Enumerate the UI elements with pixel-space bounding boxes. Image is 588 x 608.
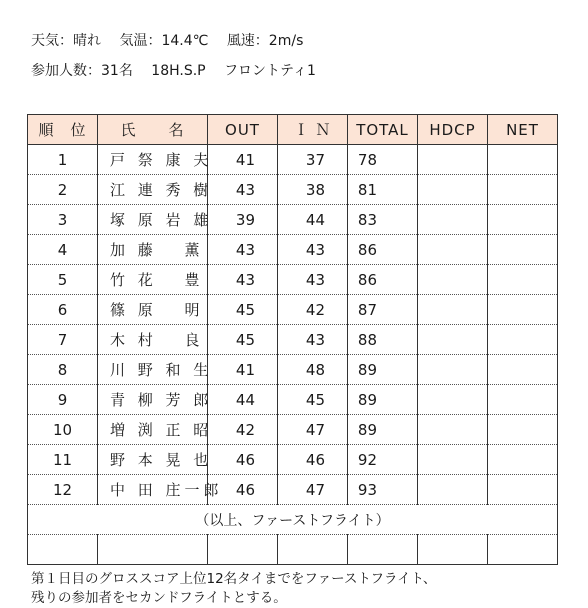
cell-total: 86 [348,265,418,295]
cell-rank: 1 [28,145,98,175]
cell-out: 39 [208,205,278,235]
cell-out: 45 [208,325,278,355]
cell-out: 45 [208,295,278,325]
cell-rank: 4 [28,235,98,265]
table-row [28,235,558,265]
col-header-hdcp: HDCP [418,115,488,145]
cell-net [488,205,558,235]
cell-hdcp [418,355,488,385]
cell-total: 89 [348,415,418,445]
course-text: 18H.S.P [151,63,206,79]
cell-total: 88 [348,325,418,355]
col-header-in: Ｉ Ｎ [278,115,348,145]
cell-in: 46 [278,445,348,475]
cell-in: 47 [278,415,348,445]
event-info-line [31,61,316,81]
col-header-out: OUT [208,115,278,145]
cell-total: 81 [348,175,418,205]
cell-total: 93 [348,475,418,505]
cell-total: 86 [348,235,418,265]
col-header-net: NET [488,115,558,145]
cell-rank: 6 [28,295,98,325]
flight-note-text: （以上、ファーストフライト） [28,505,558,535]
cell-name: 戸 祭 康 夫 [98,145,208,175]
cell-rank: 8 [28,355,98,385]
cell-hdcp [418,145,488,175]
cell-in: 43 [278,235,348,265]
cell-name: 竹 花 豊 [98,265,208,295]
cell-net [488,265,558,295]
cell-net [488,145,558,175]
table-row [28,175,558,205]
table-row [28,415,558,445]
footnote [31,570,436,608]
table-row [28,145,558,175]
blank-cell [98,535,208,565]
table-row [28,265,558,295]
cell-hdcp [418,385,488,415]
cell-in: 45 [278,385,348,415]
cell-in: 44 [278,205,348,235]
cell-name: 加 藤 薫 [98,235,208,265]
table-row [28,205,558,235]
cell-rank: 5 [28,265,98,295]
cell-hdcp [418,295,488,325]
cell-net [488,475,558,505]
cell-hdcp [418,205,488,235]
results-table [27,114,558,565]
cell-hdcp [418,175,488,205]
cell-name: 野 本 晃 也 [98,445,208,475]
table-row [28,475,558,505]
cell-hdcp [418,445,488,475]
cell-rank: 2 [28,175,98,205]
cell-rank: 12 [28,475,98,505]
cell-net [488,415,558,445]
tee-text: フロントティ1 [224,63,316,79]
cell-total: 87 [348,295,418,325]
table-row [28,355,558,385]
cell-out: 43 [208,235,278,265]
table-row [28,295,558,325]
cell-in: 37 [278,145,348,175]
cell-out: 41 [208,355,278,385]
table-row [28,385,558,415]
cell-total: 89 [348,355,418,385]
cell-in: 43 [278,265,348,295]
cell-net [488,445,558,475]
cell-name: 青 柳 芳 郎 [98,385,208,415]
cell-hdcp [418,475,488,505]
table-header-row [28,115,558,145]
cell-rank: 3 [28,205,98,235]
cell-hdcp [418,325,488,355]
cell-net [488,295,558,325]
cell-net [488,325,558,355]
cell-hdcp [418,235,488,265]
blank-cell [348,535,418,565]
table-row [28,325,558,355]
footnote-line-2: 残りの参加者をセカンドフライトとする。 [31,590,287,606]
cell-out: 46 [208,445,278,475]
cell-rank: 11 [28,445,98,475]
cell-net [488,385,558,415]
cell-total: 89 [348,385,418,415]
table-row [28,445,558,475]
cell-in: 42 [278,295,348,325]
cell-hdcp [418,265,488,295]
col-header-total: TOTAL [348,115,418,145]
cell-name: 木 村 良 [98,325,208,355]
cell-out: 46 [208,475,278,505]
participants-text: 参加人数：31名 [31,63,133,79]
cell-out: 44 [208,385,278,415]
cell-hdcp [418,415,488,445]
cell-in: 47 [278,475,348,505]
footnote-line-1: 第１日目のグロススコア上位12名タイまでをファーストフライト、 [31,571,437,587]
cell-total: 78 [348,145,418,175]
blank-cell [208,535,278,565]
cell-name: 増 渕 正 昭 [98,415,208,445]
cell-name: 中 田 庄一郎 [98,475,208,505]
blank-cell [488,535,558,565]
cell-net [488,235,558,265]
conditions-line [31,31,303,51]
col-header-name: 氏 名 [98,115,208,145]
temperature-text: 気温：14.4℃ [119,33,209,49]
cell-rank: 7 [28,325,98,355]
cell-out: 43 [208,265,278,295]
blank-cell [28,535,98,565]
cell-in: 43 [278,325,348,355]
cell-out: 43 [208,175,278,205]
weather-text: 天気：晴れ [31,33,101,49]
cell-name: 川 野 和 生 [98,355,208,385]
blank-row [28,535,558,565]
cell-total: 92 [348,445,418,475]
flight-note-row [28,505,558,535]
blank-cell [278,535,348,565]
cell-name: 塚 原 岩 雄 [98,205,208,235]
cell-net [488,175,558,205]
cell-out: 41 [208,145,278,175]
cell-name: 篠 原 明 [98,295,208,325]
wind-text: 風速：2m/s [226,33,304,49]
blank-cell [418,535,488,565]
cell-in: 48 [278,355,348,385]
cell-rank: 9 [28,385,98,415]
col-header-rank: 順 位 [28,115,98,145]
cell-name: 江 連 秀 樹 [98,175,208,205]
cell-rank: 10 [28,415,98,445]
cell-out: 42 [208,415,278,445]
cell-total: 83 [348,205,418,235]
cell-net [488,355,558,385]
cell-in: 38 [278,175,348,205]
